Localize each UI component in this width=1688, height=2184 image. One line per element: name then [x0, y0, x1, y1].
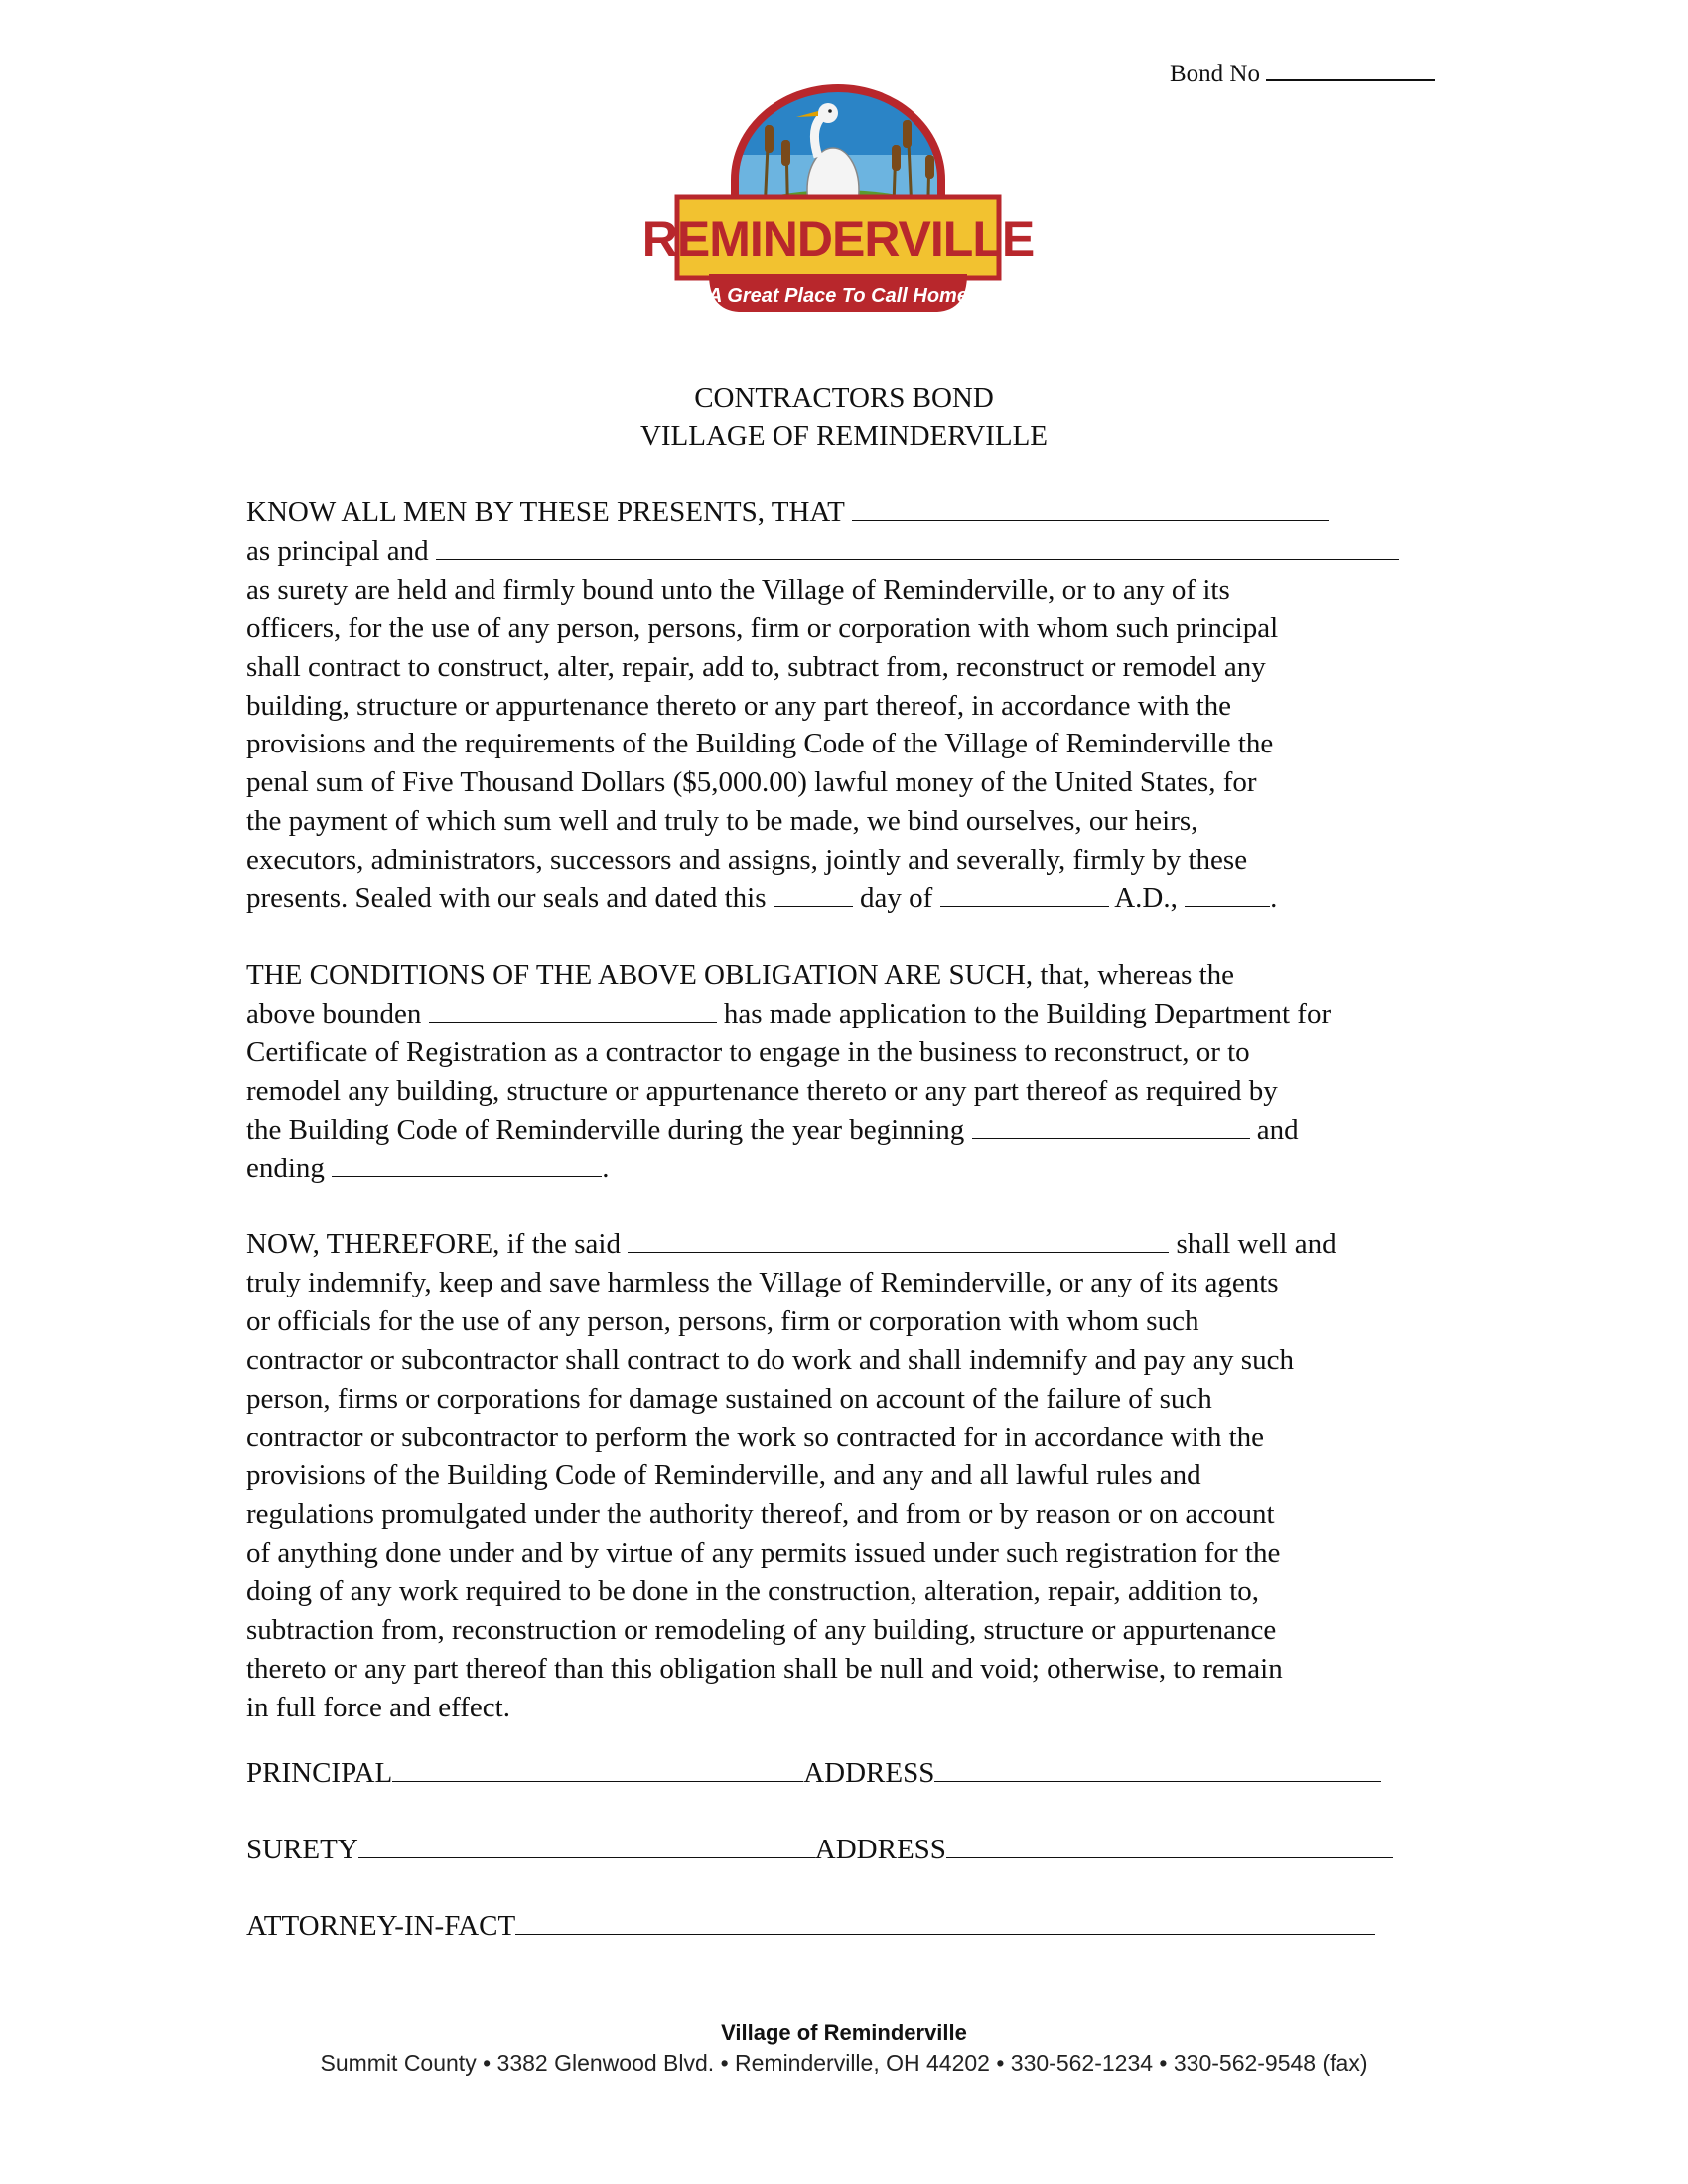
principal-label: PRINCIPAL: [246, 1757, 393, 1789]
attorney-signature-row: [246, 1908, 1375, 1943]
p1-line: shall contract to construct, alter, repair, add to, subtract from, reconstruct or remodel any: [246, 650, 1266, 683]
year-beginning-blank[interactable]: [972, 1114, 1250, 1139]
p3-text: shall well and: [1176, 1228, 1336, 1260]
paragraph-now-therefore: [246, 1225, 1438, 1727]
surety-signature-blank[interactable]: [358, 1832, 815, 1858]
p2-text: ending: [246, 1152, 325, 1184]
p2-text: has made application to the Building Department for: [723, 997, 1332, 1029]
attorney-signature-blank[interactable]: [515, 1908, 1375, 1935]
title-line-2: VILLAGE OF REMINDERVILLE: [639, 420, 1049, 452]
p3-line: subtraction from, reconstruction or remodeling of any building, structure or appurtenance: [246, 1614, 1277, 1647]
paragraph-conditions: [246, 956, 1438, 1187]
principal-address-blank[interactable]: [934, 1755, 1381, 1782]
principal-signature-blank[interactable]: [392, 1755, 803, 1782]
p1-line: as principal and: [246, 534, 429, 567]
bond-number-label: Bond No: [1170, 61, 1260, 87]
contractor-name-blank[interactable]: [628, 1228, 1169, 1253]
year-blank[interactable]: [1185, 883, 1270, 907]
p3-line: provisions of the Building Code of Reminderville, and any and all lawful rules and: [246, 1459, 1201, 1492]
p1-line: executors, administrators, successors and assigns, jointly and severally, firmly by these: [246, 844, 1248, 877]
p1-line: provisions and the requirements of the Building Code of the Village of Reminderville the: [246, 728, 1274, 760]
reminderville-logo: [641, 85, 1035, 334]
footer-address: Summit County • 3382 Glenwood Blvd. • Reminderville, OH 44202 • 330-562-1234 • 330-562-9548 (fax): [320, 2050, 1368, 2076]
document-title: [0, 379, 1688, 455]
address-label: ADDRESS: [814, 1834, 946, 1865]
p1-line: penal sum of Five Thousand Dollars ($5,000.00) lawful money of the United States, for: [246, 766, 1257, 799]
p3-line: thereto or any part thereof than this obligation shall be null and void; otherwise, to remain: [246, 1652, 1283, 1685]
p1-line: the payment of which sum well and truly to be made, we bind ourselves, our heirs,: [246, 805, 1198, 838]
month-blank[interactable]: [940, 883, 1109, 907]
p1-line: presents. Sealed with our seals and dated this: [246, 883, 767, 915]
paragraph-know-all-men: [246, 493, 1438, 918]
attorney-label: ATTORNEY-IN-FACT: [246, 1910, 516, 1942]
p3-line: person, firms or corporations for damage sustained on account of the failure of such: [246, 1382, 1212, 1415]
p3-line: regulations promulgated under the authority thereof, and from or by reason or on account: [246, 1498, 1275, 1531]
title-line-1: CONTRACTORS BOND: [694, 382, 994, 414]
logo-tagline: A Great Place To Call Home: [708, 285, 968, 307]
p1-text: .: [1270, 883, 1278, 915]
p2-text: and: [1256, 1113, 1299, 1146]
p3-line: in full force and effect.: [246, 1691, 510, 1723]
surety-address-blank[interactable]: [946, 1832, 1393, 1858]
year-ending-blank[interactable]: [332, 1153, 602, 1177]
p1-line: officers, for the use of any person, persons, firm or corporation with whom such principal: [246, 612, 1279, 644]
p3-line: doing of any work required to be done in the construction, alteration, repair, addition to,: [246, 1575, 1259, 1608]
address-label: ADDRESS: [803, 1757, 935, 1789]
footer-org: Village of Reminderville: [721, 2020, 967, 2045]
principal-signature-row: [246, 1755, 1381, 1790]
bounden-name-blank[interactable]: [429, 998, 717, 1023]
surety-label: SURETY: [246, 1834, 358, 1865]
p3-line: or officials for the use of any person, persons, firm or corporation with whom such: [246, 1304, 1199, 1337]
day-blank[interactable]: [774, 883, 853, 907]
p1-line: KNOW ALL MEN BY THESE PRESENTS, THAT: [246, 496, 845, 528]
p1-text: A.D.,: [1114, 883, 1178, 915]
p3-text: NOW, THEREFORE, if the said: [246, 1228, 621, 1260]
p2-text: above bounden: [246, 997, 422, 1029]
p1-text: day of: [860, 883, 933, 915]
logo-name: REMINDERVILLE: [641, 211, 1035, 267]
bond-number-blank[interactable]: [1266, 58, 1435, 81]
surety-name-blank[interactable]: [436, 535, 1399, 560]
surety-signature-row: [246, 1832, 1393, 1866]
p2-line: remodel any building, structure or appurtenance thereto or any part thereof as required by: [246, 1074, 1278, 1107]
p2-text: .: [602, 1152, 610, 1184]
p2-text: the Building Code of Reminderville during the year beginning: [246, 1113, 965, 1146]
p1-line: as surety are held and firmly bound unto the Village of Reminderville, or to any of its: [246, 573, 1230, 606]
bond-number-field: [1170, 58, 1435, 88]
p2-line: Certificate of Registration as a contractor to engage in the business to reconstruct, or to: [246, 1035, 1250, 1068]
p3-line: of anything done under and by virtue of any permits issued under such registration for the: [246, 1537, 1281, 1570]
p3-line: truly indemnify, keep and save harmless the Village of Reminderville, or any of its agents: [246, 1266, 1279, 1298]
p2-line: THE CONDITIONS OF THE ABOVE OBLIGATION ARE SUCH, that, whereas the: [246, 959, 1235, 991]
principal-name-blank[interactable]: [852, 496, 1329, 521]
p3-line: contractor or subcontractor to perform the work so contracted for in accordance with the: [246, 1421, 1265, 1453]
p3-line: contractor or subcontractor shall contract to do work and shall indemnify and pay any such: [246, 1343, 1294, 1376]
page-footer: [0, 2018, 1688, 2078]
p1-line: building, structure or appurtenance thereto or any part thereof, in accordance with the: [246, 689, 1232, 722]
